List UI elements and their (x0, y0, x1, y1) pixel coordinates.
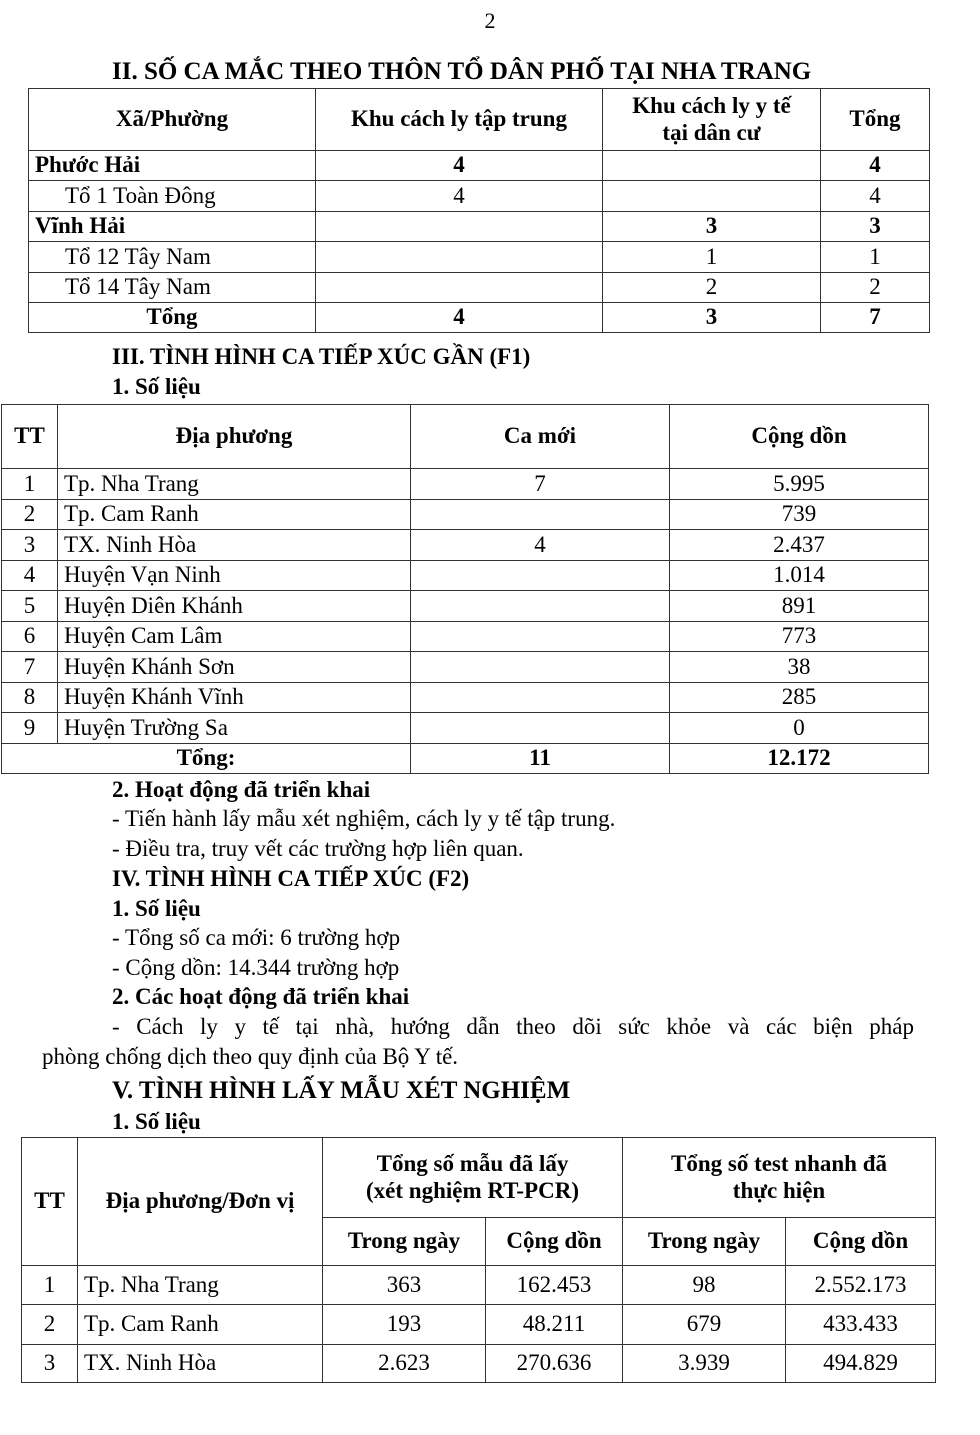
pcr-day: 363 (323, 1266, 486, 1305)
col-header (603, 89, 821, 151)
pcr-cumulative: 162.453 (486, 1266, 623, 1305)
cell (603, 151, 821, 181)
col-header: Xã/Phường (29, 89, 316, 151)
new-cases (411, 682, 670, 713)
f2-stat: - Tổng số ca mới: 6 trường hợp (112, 925, 401, 950)
new-cases (411, 560, 670, 591)
table-row (2, 621, 929, 652)
locality: Huyện Cam Lâm (58, 621, 411, 652)
col-header: Khu cách ly tập trung (316, 89, 603, 151)
row-number: 9 (2, 713, 58, 744)
new-cases: 7 (411, 469, 670, 500)
testing-table (21, 1137, 936, 1383)
pcr-day: 2.623 (323, 1345, 486, 1383)
cell (603, 181, 821, 212)
cell: 4 (316, 151, 603, 181)
ward-name: Phước Hải (29, 151, 316, 181)
section-4-subheading: 1. Số liệu (112, 896, 201, 921)
cumulative: 38 (670, 652, 929, 683)
f1-contacts-table (1, 404, 929, 774)
cell: 4 (316, 181, 603, 212)
activity-paragraph-line: phòng chống dịch theo quy định của Bộ Y tế. (42, 1044, 459, 1069)
activity-item: - Tiến hành lấy mẫu xét nghiệm, cách ly y tế tập trung. (112, 806, 616, 831)
row-number: 2 (2, 499, 58, 530)
table-row (29, 242, 930, 273)
cell: 4 (821, 181, 930, 212)
locality: TX. Ninh Hòa (58, 530, 411, 561)
table-row (22, 1345, 936, 1383)
section-3-activities-heading: 2. Hoạt động đã triển khai (112, 777, 371, 802)
activity-paragraph-line: - Cách ly y tế tại nhà, hướng dẫn theo dõi sức khỏe và các biện pháp (112, 1014, 914, 1039)
col-header: Địa phương/Đơn vị (78, 1138, 323, 1266)
table-row (22, 1266, 936, 1305)
unit: TX. Ninh Hòa (78, 1345, 323, 1383)
unit: Tp. Cam Ranh (78, 1305, 323, 1345)
col-header: TT (2, 405, 58, 469)
cell: 1 (821, 242, 930, 273)
col-header-group (323, 1138, 623, 1218)
row-number: 3 (22, 1345, 78, 1383)
col-header-line: (xét nghiệm RT-PCR) (366, 1177, 579, 1203)
section-4-title: IV. TÌNH HÌNH CA TIẾP XÚC (F2) (112, 866, 470, 891)
table-row (2, 682, 929, 713)
rapid-cumulative: 2.552.173 (786, 1266, 936, 1305)
row-number: 8 (2, 682, 58, 713)
col-header: Trong ngày (623, 1218, 786, 1266)
total-label: Tổng (29, 303, 316, 333)
table-row (2, 560, 929, 591)
total-row (29, 303, 930, 333)
col-header-line: thực hiện (732, 1177, 826, 1203)
col-header: Cộng dồn (786, 1218, 936, 1266)
col-header-line: tại dân cư (662, 119, 761, 145)
locality: Huyện Khánh Vĩnh (58, 682, 411, 713)
cell: 3 (603, 303, 821, 333)
pcr-cumulative: 270.636 (486, 1345, 623, 1383)
cell (316, 242, 603, 273)
rapid-day: 679 (623, 1305, 786, 1345)
rapid-day: 3.939 (623, 1345, 786, 1383)
page-number: 2 (484, 8, 496, 33)
col-header: Ca mới (411, 405, 670, 469)
ward-name: Tổ 12 Tây Nam (29, 242, 316, 273)
new-cases (411, 591, 670, 622)
pcr-cumulative: 48.211 (486, 1305, 623, 1345)
table-row (2, 713, 929, 744)
locality: Huyện Vạn Ninh (58, 560, 411, 591)
col-header-group (623, 1138, 936, 1218)
total-row (2, 743, 929, 773)
table-header-row (29, 89, 930, 151)
table-header-row (22, 1138, 936, 1218)
table-row (29, 273, 930, 303)
table-row (29, 212, 930, 242)
cell: 3 (603, 212, 821, 242)
table-header-row (2, 405, 929, 469)
pcr-day: 193 (323, 1305, 486, 1345)
cell: 2 (821, 273, 930, 303)
locality: Huyện Trường Sa (58, 713, 411, 744)
section-5-subheading: 1. Số liệu (112, 1109, 201, 1134)
activity-item: - Điều tra, truy vết các trường hợp liên quan. (112, 836, 524, 861)
section-4-activities-heading: 2. Các hoạt động đã triển khai (112, 984, 410, 1009)
col-header-line: Tổng số mẫu đã lấy (376, 1151, 569, 1177)
locality: Huyện Khánh Sơn (58, 652, 411, 683)
table-row (22, 1305, 936, 1345)
section-3-subheading: 1. Số liệu (112, 374, 201, 399)
row-number: 6 (2, 621, 58, 652)
table-row (2, 469, 929, 500)
section-5-title: V. TÌNH HÌNH LẤY MẪU XÉT NGHIỆM (112, 1077, 571, 1104)
table-row (29, 181, 930, 212)
col-header: Cộng dồn (486, 1218, 623, 1266)
locality: Huyện Diên Khánh (58, 591, 411, 622)
table-row (2, 652, 929, 683)
cumulative: 891 (670, 591, 929, 622)
cell: 7 (821, 303, 930, 333)
locality: Tp. Nha Trang (58, 469, 411, 500)
row-number: 1 (2, 469, 58, 500)
rapid-day: 98 (623, 1266, 786, 1305)
row-number: 3 (2, 530, 58, 561)
cumulative: 739 (670, 499, 929, 530)
ward-name: Tổ 14 Tây Nam (29, 273, 316, 303)
row-number: 5 (2, 591, 58, 622)
total-cumulative: 12.172 (670, 743, 929, 773)
cumulative: 2.437 (670, 530, 929, 561)
table-row (2, 530, 929, 561)
f2-stat: - Cộng dồn: 14.344 trường hợp (112, 955, 400, 980)
unit: Tp. Nha Trang (78, 1266, 323, 1305)
row-number: 1 (22, 1266, 78, 1305)
col-header-line: Khu cách ly y tế (632, 93, 791, 119)
cumulative: 285 (670, 682, 929, 713)
section-3-title: III. TÌNH HÌNH CA TIẾP XÚC GẦN (F1) (112, 344, 531, 369)
rapid-cumulative: 494.829 (786, 1345, 936, 1383)
row-number: 4 (2, 560, 58, 591)
cell (316, 212, 603, 242)
rapid-cumulative: 433.433 (786, 1305, 936, 1345)
row-number: 7 (2, 652, 58, 683)
locality: Tp. Cam Ranh (58, 499, 411, 530)
cumulative: 0 (670, 713, 929, 744)
new-cases (411, 621, 670, 652)
table-row (2, 591, 929, 622)
new-cases (411, 652, 670, 683)
new-cases: 4 (411, 530, 670, 561)
total-label: Tổng: (2, 743, 411, 773)
col-header: Tổng (821, 89, 930, 151)
col-header: Trong ngày (323, 1218, 486, 1266)
new-cases (411, 499, 670, 530)
cell (316, 273, 603, 303)
section-2-title: II. SỐ CA MẮC THEO THÔN TỔ DÂN PHỐ TẠI NHA TRANG (112, 58, 812, 85)
total-new: 11 (411, 743, 670, 773)
cases-by-ward-table (28, 88, 930, 333)
cell: 4 (821, 151, 930, 181)
cell: 2 (603, 273, 821, 303)
col-header: Địa phương (58, 405, 411, 469)
cumulative: 773 (670, 621, 929, 652)
ward-name: Tổ 1 Toàn Đông (29, 181, 316, 212)
table-row (2, 499, 929, 530)
cumulative: 1.014 (670, 560, 929, 591)
table-row (29, 151, 930, 181)
cumulative: 5.995 (670, 469, 929, 500)
col-header: TT (22, 1138, 78, 1266)
row-number: 2 (22, 1305, 78, 1345)
col-header-line: Tổng số test nhanh đã (670, 1151, 888, 1177)
cell: 4 (316, 303, 603, 333)
ward-name: Vĩnh Hải (29, 212, 316, 242)
cell: 3 (821, 212, 930, 242)
col-header: Cộng dồn (670, 405, 929, 469)
new-cases (411, 713, 670, 744)
cell: 1 (603, 242, 821, 273)
